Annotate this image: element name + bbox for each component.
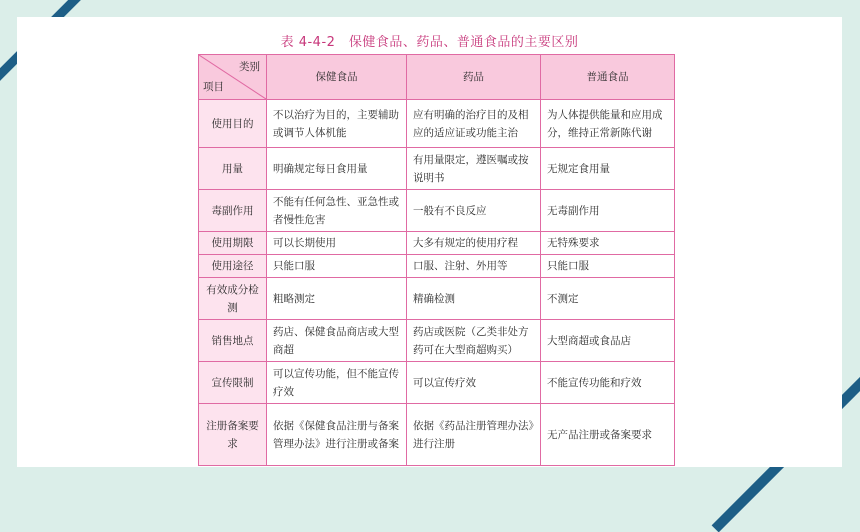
table-cell: 应有明确的治疗目的及相应的适应证或功能主治 [407, 100, 541, 148]
table-cell: 有用量限定，遵医嘱或按说明书 [407, 148, 541, 190]
table-cell: 口服、注射、外用等 [407, 255, 541, 278]
row-label: 用量 [199, 148, 267, 190]
row-label: 使用途径 [199, 255, 267, 278]
table-cell: 无规定食用量 [541, 148, 675, 190]
corner-category-label: 类别 [239, 61, 260, 73]
table-cell: 大型商超或食品店 [541, 320, 675, 362]
column-header-health-food: 保健食品 [267, 55, 407, 100]
table-cell: 无特殊要求 [541, 232, 675, 255]
row-label: 销售地点 [199, 320, 267, 362]
table-cell: 为人体提供能量和应用成分，维持正常新陈代谢 [541, 100, 675, 148]
table-row [199, 148, 675, 190]
table-cell: 药店或医院（乙类非处方药可在大型商超购买） [407, 320, 541, 362]
table-cell: 只能口服 [267, 255, 407, 278]
table-cell: 大多有规定的使用疗程 [407, 232, 541, 255]
column-header-ordinary-food: 普通食品 [541, 55, 675, 100]
table-cell: 只能口服 [541, 255, 675, 278]
header-row [199, 55, 675, 100]
row-label: 使用期限 [199, 232, 267, 255]
table-cell: 精确检测 [407, 278, 541, 320]
table-title: 表 4-4-2 保健食品、药品、普通食品的主要区别 [280, 35, 579, 50]
table-row [199, 255, 675, 278]
table-cell: 无产品注册或备案要求 [541, 404, 675, 466]
column-header-drug: 药品 [407, 55, 541, 100]
table-cell: 明确规定每日食用量 [267, 148, 407, 190]
row-label: 使用目的 [199, 100, 267, 148]
table-row [199, 190, 675, 232]
table-cell: 不能宣传功能和疗效 [541, 362, 675, 404]
table-cell: 粗略测定 [267, 278, 407, 320]
row-label: 毒副作用 [199, 190, 267, 232]
corner-cell [199, 55, 267, 100]
row-label: 注册备案要求 [199, 404, 267, 466]
table-row [199, 362, 675, 404]
row-label: 有效成分检测 [199, 278, 267, 320]
table-cell: 依据《保健食品注册与备案管理办法》进行注册或备案 [267, 404, 407, 466]
table-row [199, 320, 675, 362]
table-row [199, 232, 675, 255]
corner-item-label: 项目 [203, 81, 224, 93]
table-cell: 不测定 [541, 278, 675, 320]
table-row [199, 278, 675, 320]
row-label: 宣传限制 [199, 362, 267, 404]
table-row [199, 404, 675, 466]
table-row [199, 100, 675, 148]
table-cell: 可以宣传功能，但不能宣传疗效 [267, 362, 407, 404]
table-cell: 可以长期使用 [267, 232, 407, 255]
table-cell: 无毒副作用 [541, 190, 675, 232]
table-cell: 可以宣传疗效 [407, 362, 541, 404]
table-cell: 不以治疗为目的，主要辅助或调节人体机能 [267, 100, 407, 148]
table-cell: 药店、保健食品商店或大型商超 [267, 320, 407, 362]
table-cell: 依据《药品注册管理办法》进行注册 [407, 404, 541, 466]
table-cell: 一般有不良反应 [407, 190, 541, 232]
slide-card [17, 17, 842, 467]
comparison-table [198, 54, 675, 466]
table-cell: 不能有任何急性、亚急性或者慢性危害 [267, 190, 407, 232]
